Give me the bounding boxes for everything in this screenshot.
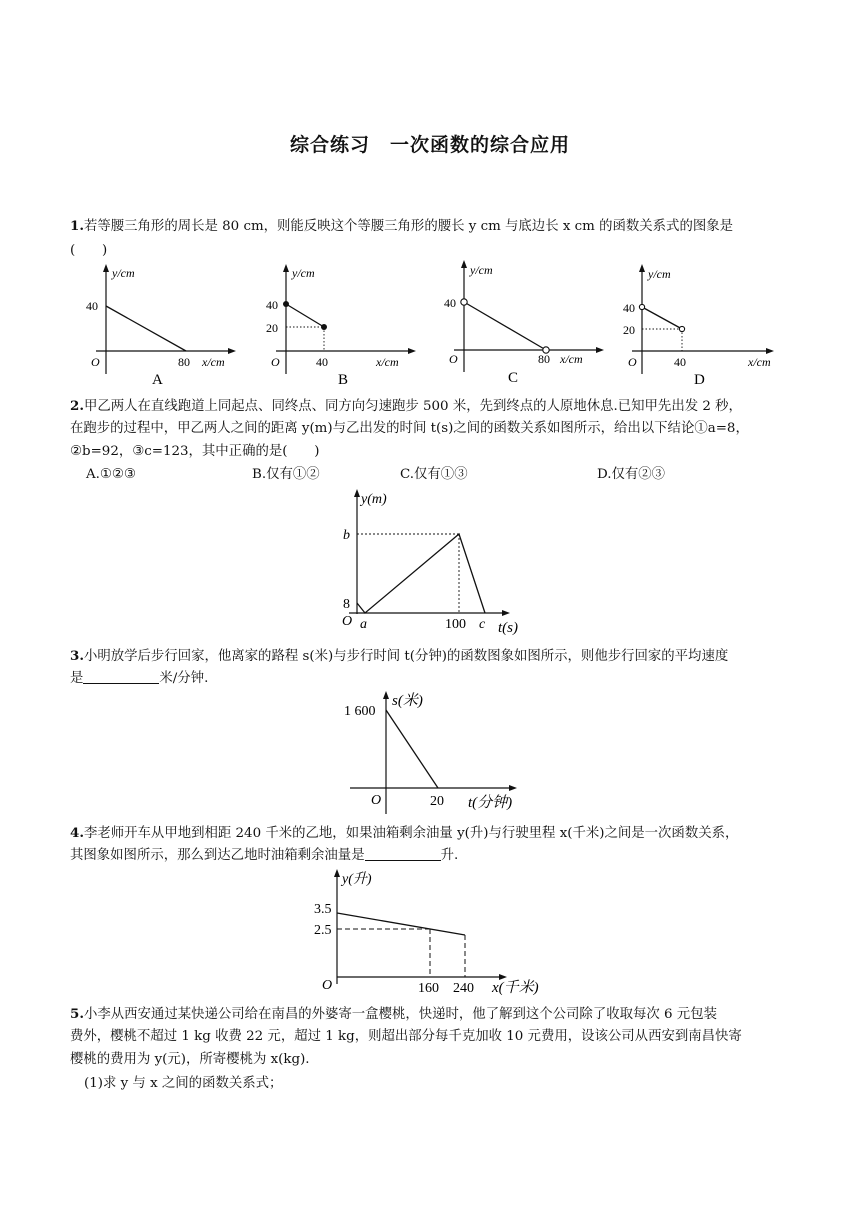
q1-graph-a [82,262,242,386]
q2-origin: O [342,614,353,629]
q2-xlabel: t(s) [498,620,518,636]
q1a-xtick: 80 [178,355,190,369]
q2-xtick-100: 100 [445,617,466,632]
q5-text-line-2: 费外，樱桃不超过 1 kg 收费 22 元，超过 1 kg，则超出部分每千克加收 10 元费用，设该公司从西安到南昌快寄 [70,1029,742,1044]
q1a-letter: A [152,372,163,386]
q2-option-d: D.仅有②③ [597,467,666,482]
q3-answer-blank [83,669,159,684]
q4-answer-blank [365,846,441,861]
q3-xtick: 20 [430,794,444,809]
q4-graph [310,866,560,1000]
q1-graph-b [262,262,422,386]
q1a-xlabel: x/cm [202,355,225,369]
q1a-ylabel: y/cm [112,266,135,280]
q4-origin: O [322,978,333,993]
q2-text-line-3: ②b=92，③c=123，其中正确的是( ) [70,444,320,459]
q1d-xtick: 40 [674,355,686,369]
q3-text-line-2: 是 米/分钟. [70,671,209,686]
q3-xlabel: t(分钟) [468,795,513,811]
q1a-origin: O [91,355,100,369]
q1c-origin: O [449,352,458,366]
q2-text-line-1: 2.甲乙两人在直线跑道上同起点、同终点、同方向匀速跑步 500 米，先到终点的人原地休息.已知甲先出发 2 秒， [70,398,742,414]
q4-xtick-160: 160 [418,981,439,996]
q1c-letter: C [508,370,519,384]
q1b-ytick-20: 20 [266,321,278,335]
q1c-ytick: 40 [444,296,456,310]
q1a-ytick: 40 [86,299,98,313]
q1-answer-bracket: ( ) [70,243,108,258]
q4-number: 4. [70,825,84,841]
q5-subquestion-1: (1)求 y 与 x 之间的函数关系式； [84,1076,283,1091]
q3-graph [340,688,540,818]
q3-ytick: 1 600 [344,704,376,719]
q4-ytick-35: 3.5 [314,902,332,917]
q1d-origin: O [628,355,637,369]
q3-text-line-1: 3.小明放学后步行回家，他离家的路程 s(米)与步行时间 t(分钟)的函数图象如图所示，则他步行回家的平均速度 [70,648,729,664]
q1b-xtick: 40 [316,355,328,369]
q1b-letter: B [338,372,349,386]
q1d-ylabel: y/cm [648,267,671,281]
q3-origin: O [371,793,382,808]
q4-ytick-25: 2.5 [314,923,332,938]
q2-option-b: B.仅有①② [252,467,320,482]
q1c-xtick: 80 [538,352,550,366]
q2-option-a: A.①②③ [86,467,136,482]
q1b-ytick-40: 40 [266,298,278,312]
q4-ylabel: y(升) [342,872,372,887]
q1-number: 1. [70,218,84,234]
q2-ylabel: y(m) [361,492,387,507]
q3-number: 3. [70,648,84,664]
q2-graph [335,486,535,636]
q1b-xlabel: x/cm [376,355,399,369]
q3-ylabel: s(米) [392,693,423,709]
q1-graph-d [620,262,790,386]
q2-option-c: C.仅有①③ [400,467,468,482]
q1-text-line-1: 1.若等腰三角形的周长是 80 cm，则能反映这个等腰三角形的腰长 y cm 与底边长 x cm 的函数关系式的图象是 [70,218,734,234]
q1d-xlabel: x/cm [748,355,771,369]
q4-text-line-1: 4.李老师开车从甲地到相距 240 千米的乙地，如果油箱剩余油量 y(升)与行驶里程 x(千米)之间是一次函数关系， [70,825,739,841]
q4-xtick-240: 240 [453,981,474,996]
q1d-ytick-40: 40 [623,301,635,315]
q2-ytick-b: b [343,528,350,543]
q1c-ylabel: y/cm [470,263,493,277]
q1-graph-c [440,258,610,384]
q1b-ylabel: y/cm [292,266,315,280]
q2-xtick-c: c [479,617,486,632]
q4-xlabel: x(千米) [492,980,539,996]
q5-text-line-3: 樱桃的费用为 y(元)，所寄樱桃为 x(kg). [70,1052,310,1067]
q1c-xlabel: x/cm [560,352,583,366]
q1d-ytick-20: 20 [623,323,635,337]
q4-text-line-2: 其图象如图所示，那么到达乙地时油箱剩余油量是 升. [70,848,459,863]
q2-text-line-2: 在跑步的过程中，甲乙两人之间的距离 y(m)与乙出发的时间 t(s)之间的函数关系如图所示，给出以下结论①a=8， [70,421,749,436]
q5-text-line-1: 5.小李从西安通过某快递公司给在南昌的外婆寄一盒樱桃，快递时，他了解到这个公司除了收取每次 6 元包装 [70,1006,717,1022]
q1b-origin: O [271,355,280,369]
q2-xtick-a: a [360,617,367,632]
q2-ytick-8: 8 [343,597,350,612]
page-title: 综合练习 一次函数的综合应用 [289,134,570,156]
q5-number: 5. [70,1006,84,1022]
q2-number: 2. [70,398,84,414]
q1d-letter: D [694,372,705,386]
